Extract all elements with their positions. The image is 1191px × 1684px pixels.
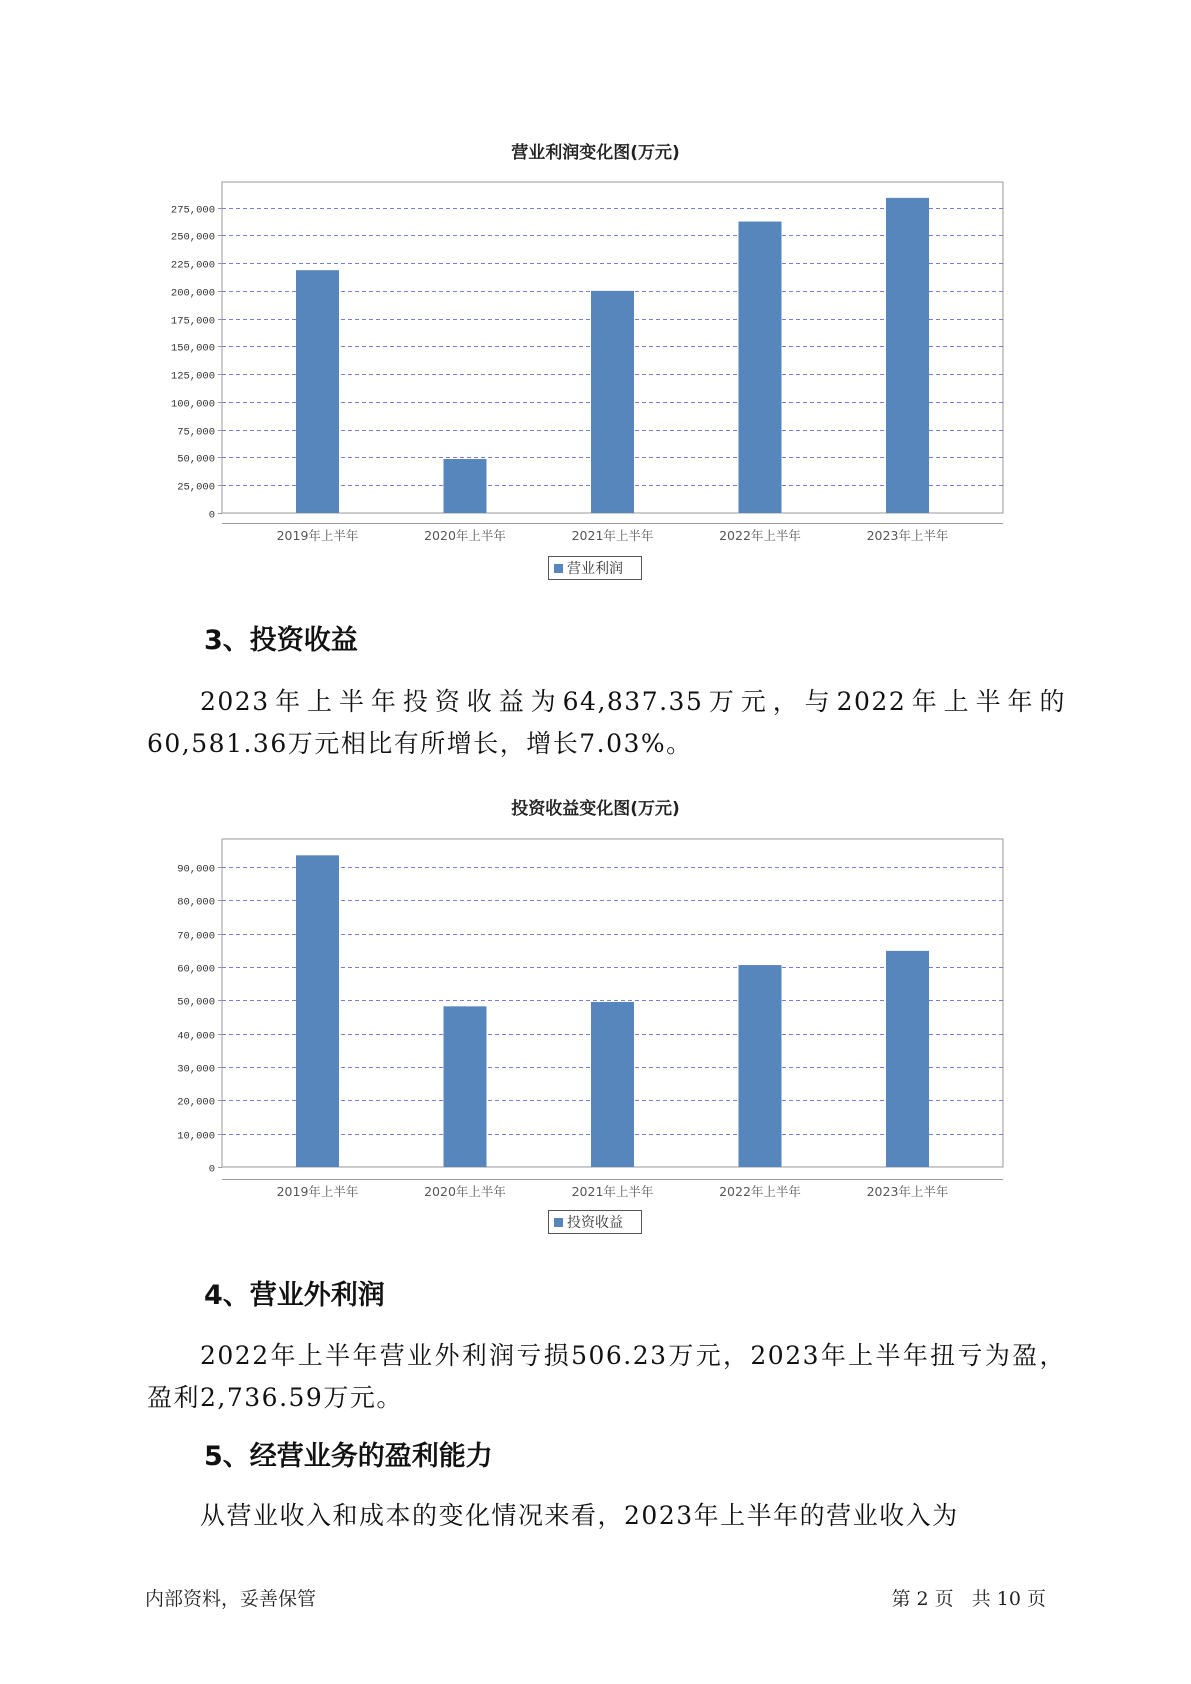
y-tick-label: 25,000 [177, 481, 215, 494]
y-tick-label: 0 [208, 1163, 215, 1176]
y-tick-label: 20,000 [177, 1096, 215, 1109]
y-tick-label: 250,000 [170, 231, 215, 244]
bar [444, 1006, 487, 1167]
footer-page-number: 第 2 页 共 10 页 [891, 1588, 1046, 1610]
x-tick-label: 2019年上半年 [276, 1184, 359, 1199]
y-tick-label: 40,000 [177, 1030, 215, 1043]
y-tick-label: 100,000 [170, 398, 215, 411]
y-tick-label: 10,000 [177, 1130, 215, 1143]
y-tick-label: 60,000 [177, 963, 215, 976]
bar [296, 855, 339, 1167]
y-tick-label: 50,000 [177, 453, 215, 466]
y-tick-label: 125,000 [170, 370, 215, 383]
legend [549, 1211, 642, 1234]
footer-confidential-note: 内部资料，妥善保管 [145, 1588, 317, 1610]
x-tick-label: 2021年上半年 [571, 1184, 654, 1199]
bar [591, 1002, 634, 1167]
section-heading-profitability: 5、经营业务的盈利能力 [204, 1441, 493, 1472]
bar [886, 951, 929, 1167]
x-tick-label: 2020年上半年 [424, 528, 506, 543]
x-tick-label: 2022年上半年 [719, 1184, 801, 1199]
x-tick-label: 2020年上半年 [424, 1184, 506, 1199]
x-tick-label: 2021年上半年 [571, 528, 654, 543]
x-tick-label: 2023年上半年 [866, 1184, 949, 1199]
legend-swatch [554, 564, 563, 573]
x-tick-label: 2019年上半年 [276, 528, 359, 543]
bar [739, 965, 782, 1167]
y-tick-label: 0 [208, 509, 215, 522]
y-tick-label: 30,000 [177, 1063, 215, 1076]
y-tick-label: 200,000 [170, 287, 215, 300]
y-tick-label: 80,000 [177, 896, 215, 909]
bar [444, 459, 487, 513]
investment-income-bar-chart [0, 820, 1191, 1250]
operating-profit-bar-chart [0, 165, 1191, 585]
chart-title-investment-income: 投资收益变化图(万元) [511, 799, 680, 819]
bar [296, 270, 339, 513]
y-tick-label: 75,000 [177, 426, 215, 439]
bar [739, 222, 782, 513]
y-tick-label: 150,000 [170, 342, 215, 355]
y-tick-label: 225,000 [170, 259, 215, 272]
y-tick-label: 50,000 [177, 996, 215, 1009]
y-tick-label: 275,000 [170, 204, 215, 217]
legend [549, 557, 642, 580]
section-heading-investment-income: 3、投资收益 [204, 625, 358, 656]
x-tick-label: 2023年上半年 [866, 528, 949, 543]
bar [886, 198, 929, 513]
section-paragraph-non-operating-profit: 2022年上半年营业外利润亏损506.23万元，2023年上半年扭亏为盈，盈利2,736.59万元。 [147, 1341, 1066, 1412]
section-heading-non-operating-profit: 4、营业外利润 [204, 1280, 385, 1311]
y-tick-label: 90,000 [177, 863, 215, 876]
section-paragraph-profitability: 从营业收入和成本的变化情况来看，2023年上半年的营业收入为 [200, 1501, 959, 1530]
legend-label: 营业利润 [567, 561, 623, 577]
y-tick-label: 70,000 [177, 930, 215, 943]
y-tick-label: 175,000 [170, 315, 215, 328]
section-paragraph-investment-income: 2023年上半年投资收益为64,837.35万元，与2022年上半年的60,581.36万元相比有所增长，增长7.03%。 [147, 687, 1066, 758]
bar [591, 291, 634, 513]
legend-swatch [554, 1218, 563, 1227]
x-tick-label: 2022年上半年 [719, 528, 801, 543]
legend-label: 投资收益 [567, 1215, 623, 1231]
chart-title-operating-profit: 营业利润变化图(万元) [511, 143, 680, 163]
